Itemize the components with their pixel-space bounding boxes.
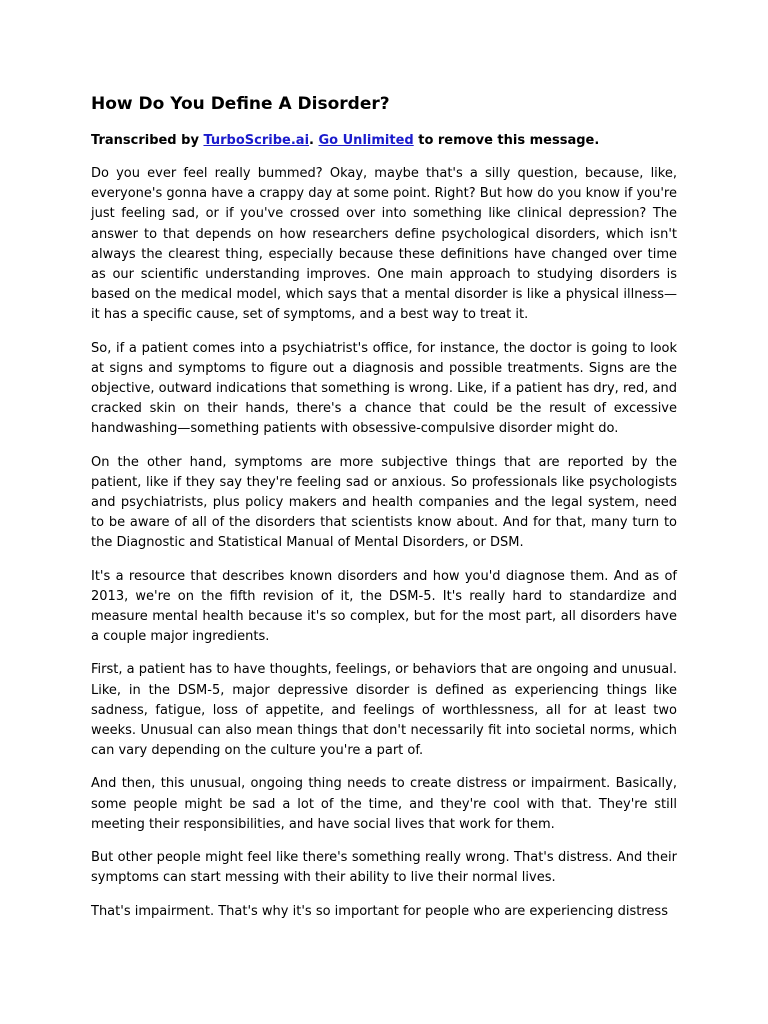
paragraph-7: But other people might feel like there's something really wrong. That's distress. And their symptoms can start messing with their ability to live their normal lives.	[91, 850, 677, 886]
banner-suffix: to remove this message.	[413, 133, 600, 148]
document-page	[91, 94, 677, 935]
paragraph-1: Do you ever feel really bummed? Okay, maybe that's a silly question, because, like, everyone's gonna have a crappy day at some point. Right? But how do you know if you're just feeling sad, or if you've crossed over into something like clinical depression? The answer to that depends on how researchers define psychological disorders, which isn't always the clearest thing, especially because these definitions have changed over time as our scientific understanding improves. One main approach to studying disorders is based on the medical model, which says that a mental disorder is like a physical illness—it has a specific cause, set of symptoms, and a best way to treat it.	[91, 166, 677, 323]
banner-separator: .	[309, 133, 319, 148]
paragraph-2: So, if a patient comes into a psychiatrist's office, for instance, the doctor is going to look at signs and symptoms to figure out a diagnosis and possible treatments. Signs are the objective, outward indications that something is wrong. Like, if a patient has dry, red, and cracked skin on their hands, there's a chance that could be the result of excessive handwashing—something patients with obsessive-compulsive disorder might do.	[91, 340, 677, 437]
paragraph-4: It's a resource that describes known disorders and how you'd diagnose them. And as of 2013, we're on the fifth revision of it, the DSM-5. It's really hard to standardize and measure mental health because it's so complex, but for the most part, all disorders have a couple major ingredients.	[91, 568, 677, 645]
banner-prefix: Transcribed by	[91, 133, 204, 148]
page-title: How Do You Define A Disorder?	[91, 94, 390, 114]
paragraph-6: And then, this unusual, ongoing thing needs to create distress or impairment. Basically, some people might be sad a lot of the time, and they're cool with that. They're still meeting their responsibilities, and have social lives that work for them.	[91, 776, 677, 832]
go-unlimited-link[interactable]: Go Unlimited	[318, 133, 414, 148]
paragraph-5: First, a patient has to have thoughts, feelings, or behaviors that are ongoing and unusual. Like, in the DSM-5, major depressive disorder is defined as experiencing things like sadness, fatigue, loss of appetite, and feelings of worthlessness, all for at least two weeks. Unusual can also mean things that don't necessarily fit into societal norms, which can vary depending on the culture you're a part of.	[91, 662, 677, 759]
turboscribe-link[interactable]: TurboScribe.ai	[203, 133, 310, 148]
transcription-banner	[91, 132, 677, 150]
paragraph-8: That's impairment. That's why it's so important for people who are experiencing distress	[91, 903, 668, 919]
paragraph-3: On the other hand, symptoms are more subjective things that are reported by the patient, like if they say they're feeling sad or anxious. So professionals like psychologists and psychiatrists, plus policy makers and health companies and the legal system, need to be aware of all of the disorders that scientists know about. And for that, many turn to the Diagnostic and Statistical Manual of Mental Disorders, or DSM.	[91, 454, 677, 551]
